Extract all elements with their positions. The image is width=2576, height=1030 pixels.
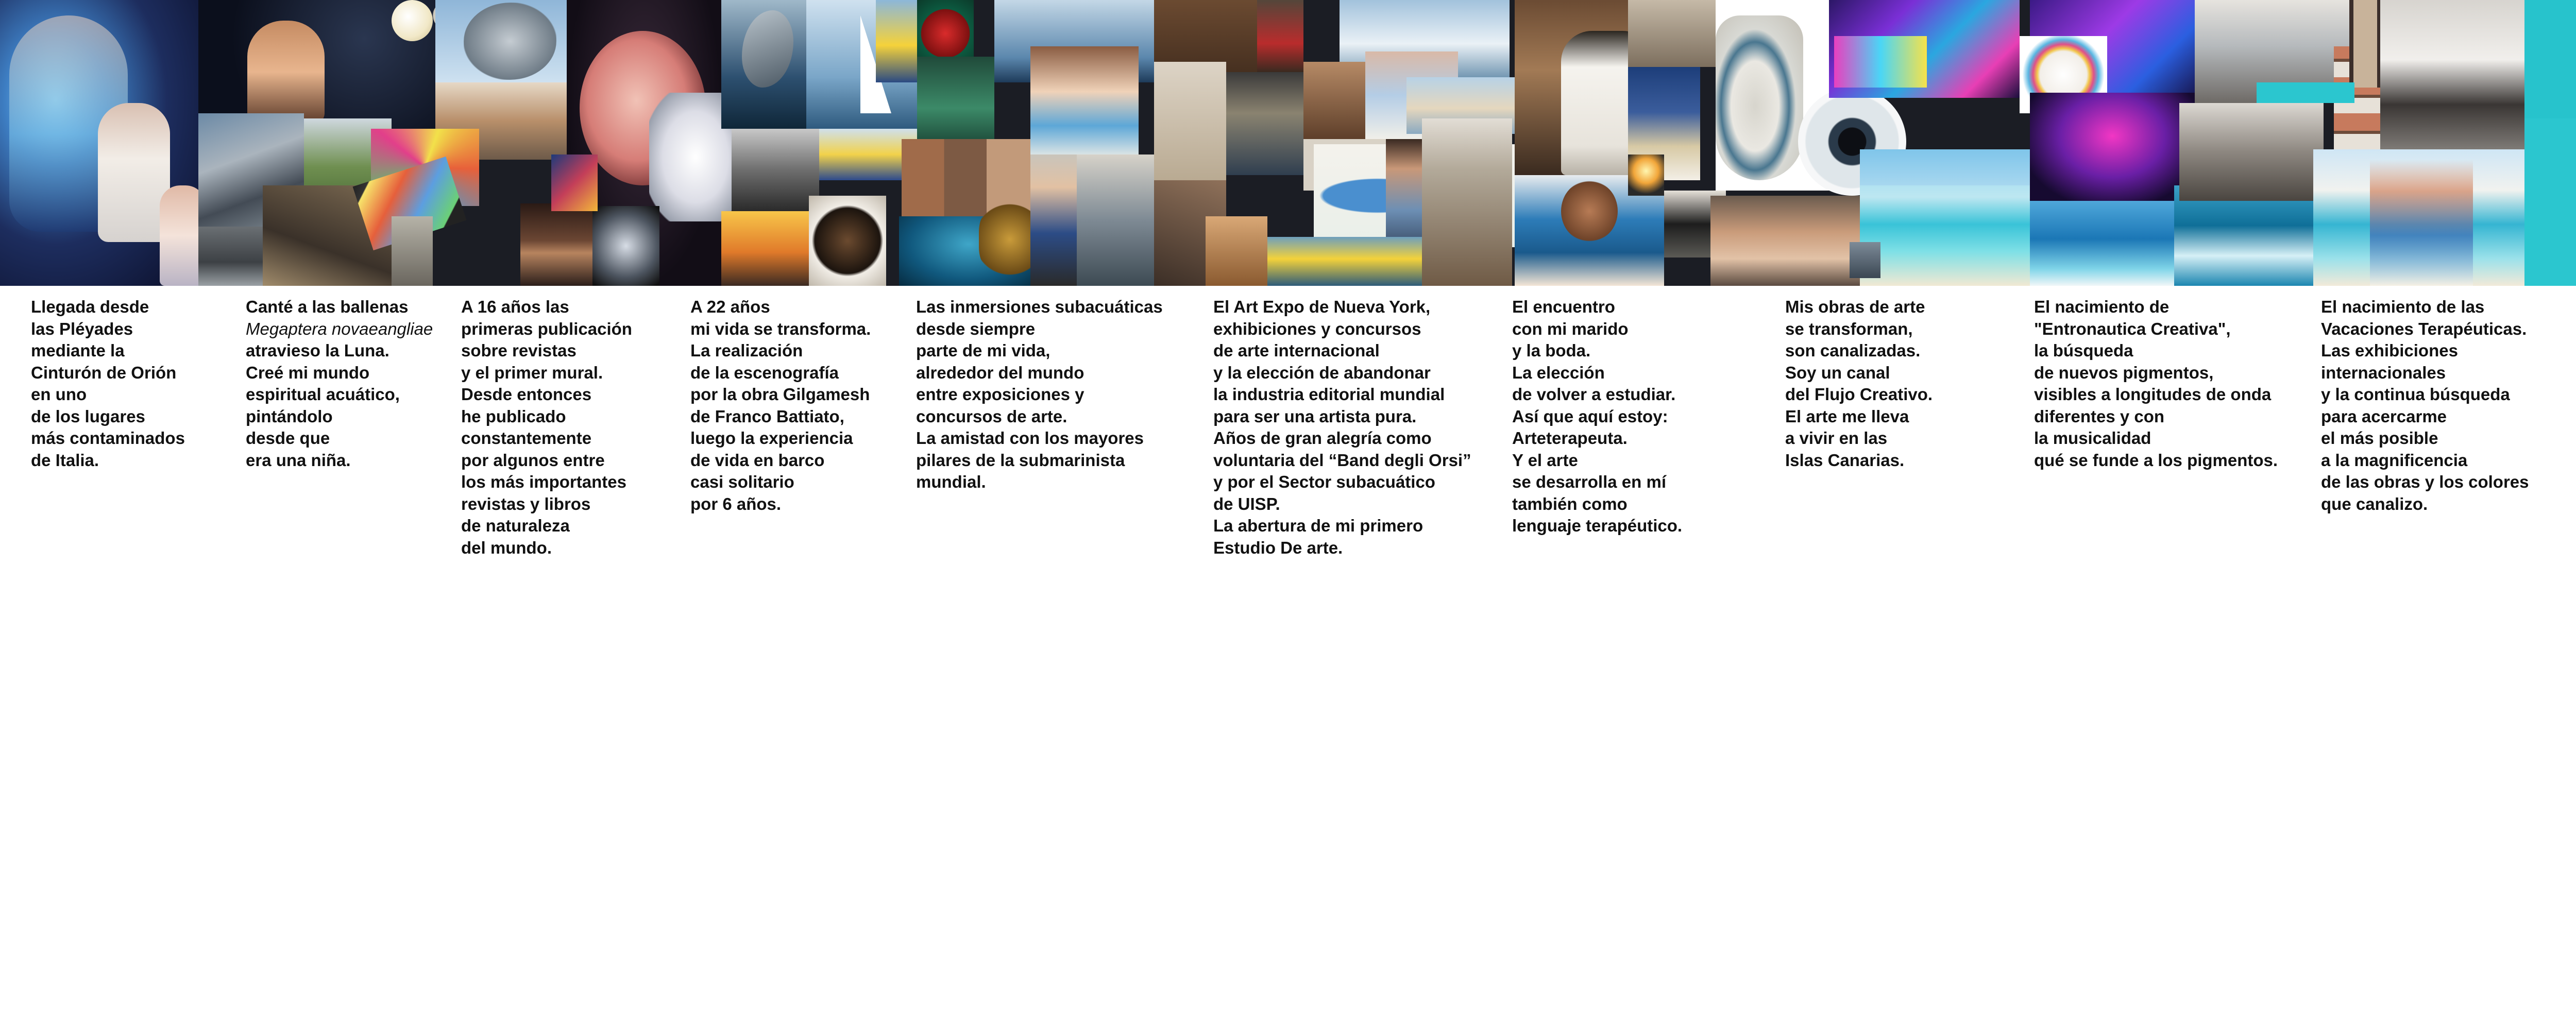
caption-line: Canté a las ballenas [246, 297, 409, 316]
caption-line: Vacaciones Terapéuticas. [2321, 319, 2527, 338]
caption-vacations [2321, 296, 2529, 515]
caption-line: por algunos entre [461, 450, 605, 470]
meditation-photo [721, 211, 814, 286]
caption-line: lenguaje terapéutico. [1512, 516, 1683, 535]
caption-line: mundial. [916, 472, 986, 491]
caption-line: alrededor del mundo [916, 363, 1084, 382]
small-photo [1850, 242, 1880, 278]
caption-line: Desde entonces [461, 385, 592, 404]
caption-line: por 6 años. [690, 494, 782, 513]
caption-line: de Italia. [31, 450, 99, 470]
tote-bag-photo [1154, 62, 1226, 180]
caption-line: constantemente [461, 428, 592, 448]
caption-line: más contaminados [31, 428, 185, 448]
praying-girl-photo [247, 21, 325, 124]
caption-line: qué se funde a los pigmentos. [2034, 450, 2278, 470]
caption-line: también como [1512, 494, 1628, 513]
caption-line: La abertura de mi primero [1213, 516, 1423, 535]
caption-line: para ser una artista pura. [1213, 406, 1417, 426]
bookshelf-photo [1422, 118, 1512, 286]
caption-line: mediante la [31, 341, 125, 360]
neon-artwork-photo [1834, 36, 1927, 88]
caption-line: El nacimiento de [2034, 297, 2170, 316]
red-dress-photo [1257, 0, 1303, 72]
ceramic-vase-photo [1716, 15, 1803, 180]
caption-line: entre exposiciones y [916, 385, 1084, 404]
caption-line: Soy un canal [1785, 363, 1890, 382]
caption-line: Llegada desde [31, 297, 149, 316]
caption-line: se transforman, [1785, 319, 1913, 338]
caption-line: Así que aquí estoy: [1512, 406, 1668, 426]
painting-woman-photo [1030, 46, 1139, 160]
caption-line: casi solitario [690, 472, 794, 491]
caption-line: mi vida se transforma. [690, 319, 871, 338]
dog-photo [809, 196, 886, 286]
older-man-photo [1030, 154, 1077, 286]
caption-line: de la escenografía [690, 363, 839, 382]
caption-line: El arte me lleva [1785, 406, 1909, 426]
caption-channeled [1785, 296, 1933, 471]
caption-line: exhibiciones y concursos [1213, 319, 1421, 338]
curly-hair-woman-photo [520, 203, 592, 286]
caption-line: internacionales [2321, 363, 2446, 382]
ocean-photo [2030, 201, 2179, 286]
caption-line: desde siempre [916, 319, 1036, 338]
caption-line: Estudio De arte. [1213, 538, 1343, 557]
caption-line: de Franco Battiato, [690, 406, 844, 426]
caption-origin [31, 296, 185, 471]
caption-line: el más posible [2321, 428, 2438, 448]
caption-line: El Art Expo de Nueva York, [1213, 297, 1431, 316]
turquoise-band [2257, 82, 2354, 103]
caption-line: Las exhibiciones [2321, 341, 2458, 360]
turquoise-band [2524, 118, 2576, 286]
caption-line: luego la experiencia [690, 428, 853, 448]
caption-line: la musicalidad [2034, 428, 2151, 448]
caption-line: La elección [1512, 363, 1605, 382]
xray-photo [592, 206, 659, 286]
caption-line: era una niña. [246, 450, 351, 470]
caption-line: de los lugares [31, 406, 145, 426]
sketch-photo [392, 216, 433, 286]
caption-line: Arteterapeuta. [1512, 428, 1628, 448]
caption-line: primeras publicación [461, 319, 632, 338]
caption-line: Años de gran alegría como [1213, 428, 1432, 448]
caption-line: El encuentro [1512, 297, 1615, 316]
caption-line: parte de mi vida, [916, 341, 1050, 360]
candle-photo [1628, 154, 1664, 196]
caption-line: por la obra Gilgamesh [690, 385, 870, 404]
caption-line: Cinturón de Orión [31, 363, 177, 382]
caption-line: Mis obras de arte [1785, 297, 1925, 316]
caption-line: de volver a estudiar. [1512, 385, 1676, 404]
caption-line: los más importantes [461, 472, 626, 491]
bird-photo [1077, 154, 1154, 286]
caption-line: de nuevos pigmentos, [2034, 363, 2214, 382]
caption-whales [246, 296, 433, 471]
caption-line: en uno [31, 385, 87, 404]
caption-line: pintándolo [246, 406, 333, 426]
caption-line: Las inmersiones subacuáticas [916, 297, 1163, 316]
caption-line: de UISP. [1213, 494, 1280, 513]
gallery-room-photo [2179, 103, 2324, 201]
yellow-boat-photo [1267, 237, 1422, 286]
caption-line: de naturaleza [461, 516, 570, 535]
caption-line: de las obras y los colores [2321, 472, 2529, 491]
caption-line: y la elección de abandonar [1213, 363, 1431, 382]
caption-line: sobre revistas [461, 341, 577, 360]
caption-underwater [916, 296, 1163, 493]
caption-line: Creé mi mundo [246, 363, 370, 382]
caption-line: que canalizo. [2321, 494, 2428, 513]
caption-line: la búsqueda [2034, 341, 2133, 360]
baby-photo [98, 103, 170, 242]
exhibition-photo [2380, 0, 2524, 149]
family-beach-photo [2370, 160, 2473, 286]
caption-twentytwo [690, 296, 871, 515]
caption-line: son canalizadas. [1785, 341, 1921, 360]
caption-line: diferentes y con [2034, 406, 2165, 426]
caption-line: desde que [246, 428, 330, 448]
caption-line: a la magnificencia [2321, 450, 2468, 470]
caption-sixteen [461, 296, 632, 559]
caption-line: para acercarme [2321, 406, 2447, 426]
species-name: Megaptera novaeangliae [246, 319, 433, 338]
caption-line: atravieso la Luna. [246, 341, 389, 360]
caption-line: he publicado [461, 406, 566, 426]
caption-line: y el primer mural. [461, 363, 603, 382]
caption-line: a vivir en las [1785, 428, 1888, 448]
magazines-photo [551, 154, 598, 211]
dolphin-statue-photo [464, 3, 556, 80]
caption-line: revistas y libros [461, 494, 591, 513]
caption-husband [1512, 296, 1682, 537]
sky-photo [1860, 149, 2035, 185]
neon-club-photo [2030, 93, 2195, 201]
turquoise-band [2524, 0, 2576, 118]
caption-line: la industria editorial mundial [1213, 385, 1445, 404]
caption-line: Y el arte [1512, 450, 1578, 470]
caption-line: y la boda. [1512, 341, 1591, 360]
photo-collage [0, 0, 2576, 286]
caption-line: con mi marido [1512, 319, 1629, 338]
moon-photo [392, 0, 433, 41]
caption-line: las Pléyades [31, 319, 133, 338]
man-sunglasses-photo [732, 129, 819, 211]
caption-line: voluntaria del “Band degli Orsi” [1213, 450, 1471, 470]
caption-line: y la continua búsqueda [2321, 385, 2510, 404]
caption-line: La realización [690, 341, 803, 360]
smiling-woman-photo [1561, 180, 1618, 242]
shop-photo [1226, 72, 1303, 175]
caption-line: La amistad con los mayores [916, 428, 1144, 448]
caption-line: visibles a longitudes de onda [2034, 385, 2272, 404]
caption-artexpo [1213, 296, 1471, 559]
family-photo [1628, 0, 1716, 67]
caption-line: y por el Sector subacuático [1213, 472, 1435, 491]
caption-line: del Flujo Creativo. [1785, 385, 1933, 404]
caption-line: A 22 años [690, 297, 770, 316]
caption-line: concursos de arte. [916, 406, 1067, 426]
caption-entronautica [2034, 296, 2278, 471]
boy-portrait-photo [1303, 62, 1365, 139]
caption-line: se desarrolla en mí [1512, 472, 1666, 491]
caption-line: de arte internacional [1213, 341, 1380, 360]
caption-line: Islas Canarias. [1785, 450, 1905, 470]
caption-line: del mundo. [461, 538, 552, 557]
couple-selfie-photo [1710, 196, 1860, 286]
caption-line: espiritual acuático, [246, 385, 400, 404]
caption-line: pilares de la submarinista [916, 450, 1125, 470]
caption-line: El nacimiento de las [2321, 297, 2485, 316]
caption-line: A 16 años las [461, 297, 569, 316]
caption-line: de vida en barco [690, 450, 825, 470]
caption-line: "Entronautica Creativa", [2034, 319, 2231, 338]
man-portrait-photo [1206, 216, 1267, 286]
